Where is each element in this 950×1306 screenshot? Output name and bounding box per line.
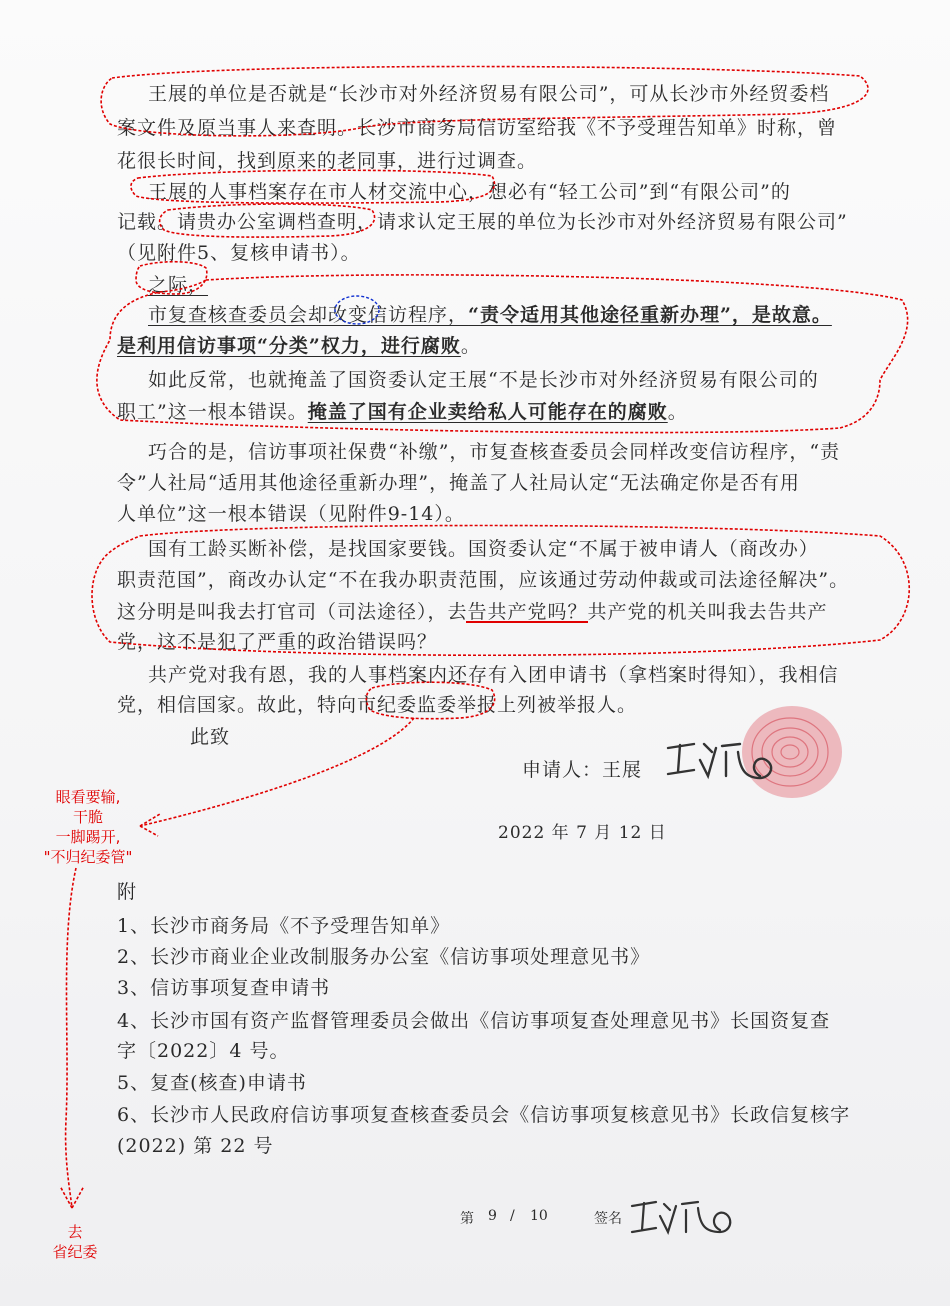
red-arrow-down: [66, 868, 76, 1208]
annotation-bottom-line1: 去: [67, 1223, 83, 1241]
footer-sign-label: 签名: [594, 1211, 622, 1227]
p6-line3-a: 这分明是叫我去打官司（司法途径），: [117, 601, 448, 623]
annotation-left-note: [28, 787, 148, 867]
p5-line1: 巧合的是，信访事项社保费“补缴”，市复查核查委员会同样改变信访程序，“责: [148, 441, 841, 463]
p1-line1: 王展的单位是否就是“长沙市对外经济贸易有限公司”，可从长沙市外经贸委档: [148, 83, 830, 105]
p3-line2: [117, 331, 481, 358]
p6-line3-c: ？共产党的机关叫我去告共产: [567, 601, 828, 623]
attachment-6: 6、长沙市人民政府信访事项复查核查委员会《信访事项复核意见书》长政信复核字: [117, 1104, 851, 1126]
p1-line3: 花很长时间，找到原来的老同事，进行过调查。: [117, 150, 538, 172]
attachment-3: 3、信访事项复查申请书: [117, 977, 331, 999]
p3-line2-end: 。: [460, 335, 481, 357]
p2-line2: 记载。请贵办公室调档查明，请求认定王展的单位为长沙市对外经济贸易有限公司”: [117, 211, 848, 233]
signature-mark: [668, 744, 771, 778]
attach-head: 附: [117, 881, 138, 903]
p3-line2-bold: 是利用信访事项“分类”权力，进行腐败: [117, 335, 461, 357]
red-fingerprint: [742, 706, 842, 798]
attachment-5: 5、复查(核查)申请书: [117, 1072, 307, 1094]
red-arrow-head-down: [60, 1186, 84, 1208]
footer-page-num: 9: [488, 1208, 497, 1224]
p3-line1-bold: “责令适用其他途径重新办理”，是故意。: [468, 304, 832, 326]
applicant: 申请人：王展: [522, 759, 643, 781]
p1-line2: 案文件及原当事人来查明。长沙市商务局信访室给我《不予受理告知单》时称，曾: [117, 117, 838, 139]
footer-signature-mark: [632, 1202, 730, 1232]
annotation-left-line4: "不归纪委管": [43, 848, 133, 866]
p4-line2: [117, 397, 688, 424]
annotation-bottom-line2: 省纪委: [52, 1243, 98, 1261]
date: 2022 年 7 月 12 日: [498, 823, 667, 843]
p4-line2-bold: 掩盖了国有企业卖给私人可能存在的腐败: [307, 401, 668, 423]
footer-sep: /: [510, 1208, 515, 1224]
p6-line2: 职责范国”，商改办认定“不在我办职责范围，应该通过劳动仲裁或司法途径解决”。: [117, 569, 850, 591]
p6-line1: 国有工龄买断补偿，是找国家要钱。国资委认定“不属于被申请人（商改办）: [148, 538, 819, 560]
p3-line1: [148, 300, 832, 327]
closing: 此致: [190, 726, 231, 748]
attachment-4-cont: 字〔2022〕4 号。: [117, 1040, 290, 1062]
annotation-left-line2: 干脆: [72, 808, 103, 826]
annotation-left-line1: 眼看要输,: [55, 788, 121, 806]
p7-line1: 共产党对我有恩，我的人事档案内还存有入团申请书（拿档案时得知），我相信: [148, 664, 839, 686]
p4-line1: 如此反常，也就掩盖了国资委认定王展“不是长沙市对外经济贸易有限公司的: [148, 369, 819, 391]
p5-line2: 令”人社局“适用其他途径重新办理”，掩盖了人社局认定“无法确定你是否有用: [117, 472, 800, 494]
p6-line4: 党，这不是犯了严重的政治错误吗？: [117, 631, 438, 653]
annotation-bottom-note: [40, 1222, 110, 1262]
annotation-left-line3: 一脚踢开,: [55, 828, 121, 846]
attachment-2: 2、长沙市商业企业改制服务办公室《信访事项处理意见书》: [117, 946, 651, 968]
attachment-4: 4、长沙市国有资产监督管理委员会做出《信访事项复查处理意见书》长国资复查: [117, 1010, 831, 1032]
p3-head: 之际，: [148, 274, 209, 296]
p6-line3: [117, 597, 828, 624]
attachment-1: 1、长沙市商务局《不予受理告知单》: [117, 915, 451, 937]
footer-page-prefix: 第: [460, 1211, 474, 1227]
p4-line2-normal: 职工”这一根本错误。: [117, 401, 308, 423]
p2-line1: 王展的人事档案存在市人材交流中心，想必有“轻工公司”到“有限公司”的: [148, 181, 791, 203]
p2-line3: （见附件5、复核申请书）。: [117, 242, 361, 264]
p3-line1-normal: 市复查核查委员会却改变信访程序，: [148, 304, 469, 326]
red-arrow-to-note: [140, 718, 414, 826]
p5-line3: 人单位”这一根本错误（见附件9-14）。: [117, 503, 465, 525]
attachment-6-cont: (2022) 第 22 号: [117, 1135, 274, 1157]
p4-line2-end: 。: [667, 401, 688, 423]
p7-line2: 党，相信国家。故此，特向市纪委监委举报上列被举报人。: [117, 694, 638, 716]
p6-line3-b: 去告共产党吗: [447, 601, 568, 623]
footer-page-total: 10: [530, 1208, 548, 1224]
